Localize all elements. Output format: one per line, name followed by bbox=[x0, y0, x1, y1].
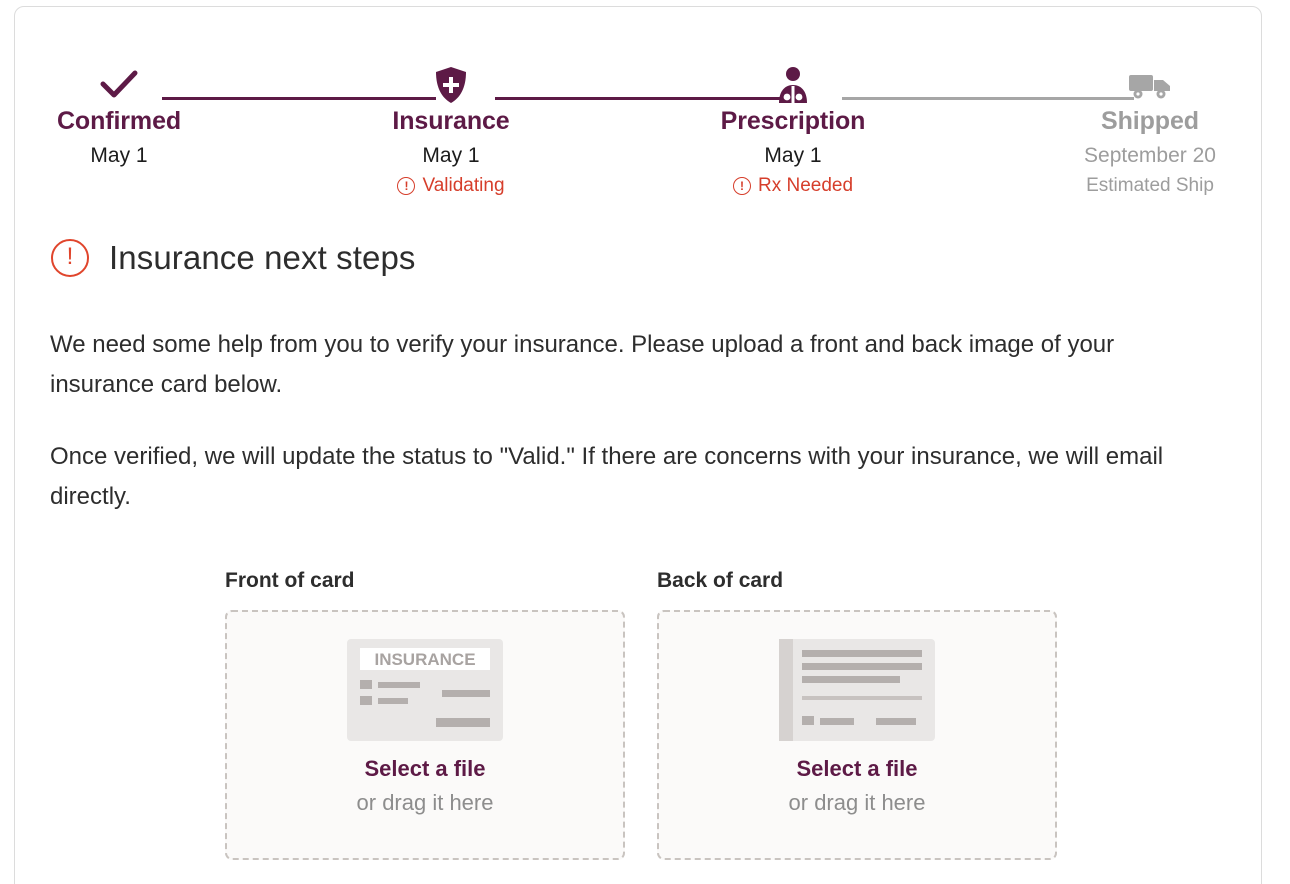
tracker-step-insurance[interactable] bbox=[321, 65, 581, 197]
insurance-next-steps-header bbox=[51, 239, 416, 277]
tracker-step-status-label: Rx Needed bbox=[757, 175, 854, 196]
shield-plus-icon bbox=[321, 65, 581, 105]
alert-icon: ! bbox=[733, 177, 751, 195]
tracker-step-status bbox=[663, 175, 923, 197]
tracker-step-label: Insurance bbox=[392, 107, 510, 135]
tracker-step-date: September 20 bbox=[1084, 144, 1216, 167]
order-status-card bbox=[14, 6, 1262, 884]
tracker-step-prescription[interactable] bbox=[663, 65, 923, 197]
check-icon bbox=[0, 65, 249, 105]
alert-icon: ! bbox=[397, 177, 415, 195]
front-of-card-label: Front of card bbox=[225, 569, 355, 592]
tracker-step-status bbox=[1020, 175, 1280, 197]
insurance-card-text: INSURANCE bbox=[374, 650, 476, 669]
tracker-step-status-label: Validating bbox=[422, 175, 505, 196]
tracker-step-date: May 1 bbox=[422, 144, 480, 167]
tracker-step-status-label: Estimated Ship bbox=[1086, 175, 1214, 196]
tracker-step-confirmed[interactable] bbox=[0, 65, 249, 168]
back-of-card-label: Back of card bbox=[657, 569, 784, 592]
tracker-step-label: Prescription bbox=[720, 107, 866, 135]
front-select-file-link[interactable]: Select a file bbox=[364, 756, 486, 781]
back-of-card-dropzone[interactable] bbox=[657, 610, 1057, 860]
insurance-card-back-icon bbox=[778, 638, 936, 742]
tracker-step-date: May 1 bbox=[764, 144, 822, 167]
truck-icon bbox=[1020, 65, 1280, 105]
insurance-card-uploaders bbox=[225, 569, 1057, 860]
pharmacist-icon bbox=[663, 65, 923, 105]
alert-icon: ! bbox=[51, 239, 89, 277]
tracker-step-label: Confirmed bbox=[56, 107, 182, 135]
front-of-card-dropzone[interactable] bbox=[225, 610, 625, 860]
tracker-step-status bbox=[321, 175, 581, 197]
instruction-paragraph-2: Once verified, we will update the status to "Valid." If there are concerns with your insurance, we will email directly. bbox=[50, 443, 1164, 510]
back-drag-hint: or drag it here bbox=[788, 790, 926, 815]
page-title: Insurance next steps bbox=[109, 239, 416, 276]
tracker-step-shipped[interactable] bbox=[1020, 65, 1280, 197]
back-select-file-link[interactable]: Select a file bbox=[796, 756, 918, 781]
tracker-step-date: May 1 bbox=[90, 144, 148, 167]
insurance-card-front-icon bbox=[346, 638, 504, 742]
front-drag-hint: or drag it here bbox=[356, 790, 494, 815]
back-of-card-uploader bbox=[657, 569, 1057, 860]
front-of-card-uploader bbox=[225, 569, 625, 860]
instruction-paragraph-1: We need some help from you to verify your insurance. Please upload a front and back image of your insurance card below. bbox=[50, 331, 1115, 398]
order-progress-tracker bbox=[15, 35, 1263, 220]
tracker-step-label: Shipped bbox=[1101, 107, 1199, 135]
